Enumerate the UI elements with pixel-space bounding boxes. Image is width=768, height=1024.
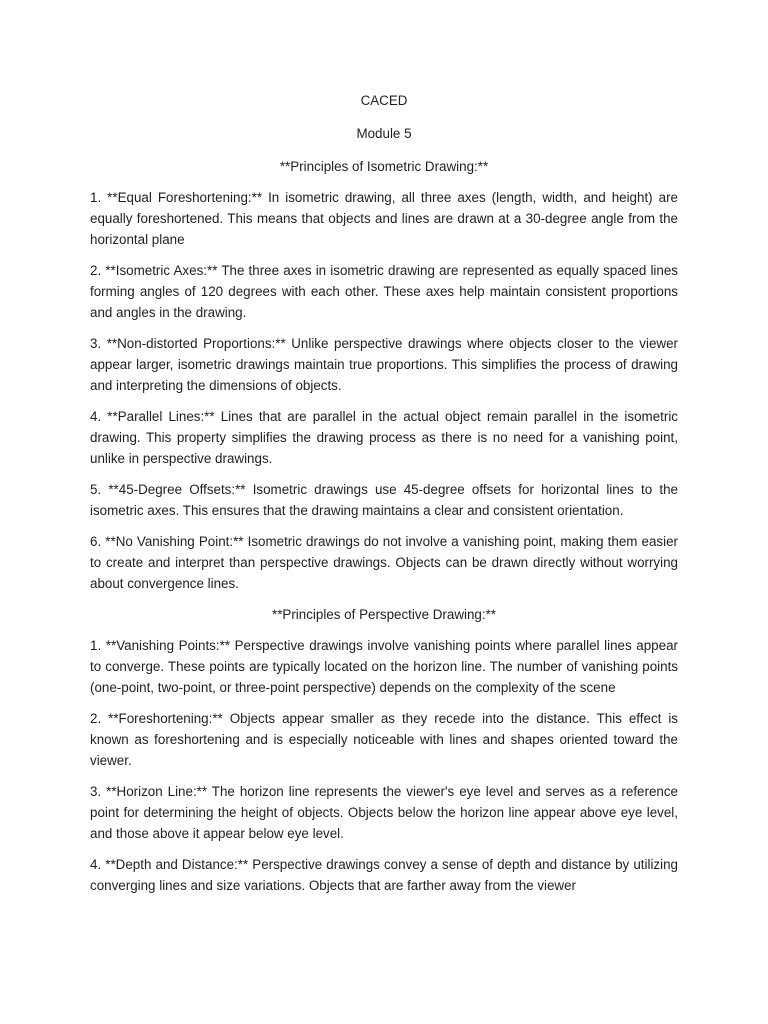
isometric-item-1: 1. **Equal Foreshortening:** In isometric drawing, all three axes (length, width, and height) are equally foreshortened. This means that objects and lines are drawn at a 30-degree angle from the horizontal plane [90, 190, 678, 247]
perspective-item-2: 2. **Foreshortening:** Objects appear smaller as they recede into the distance. This effect is known as foreshortening and is especially noticeable with lines and shapes oriented toward the viewer. [90, 711, 678, 768]
isometric-item-6: 6. **No Vanishing Point:** Isometric drawings do not involve a vanishing point, making them easier to create and interpret than perspective drawings. Objects can be drawn directly without worrying about convergence lines. [90, 534, 678, 591]
perspective-heading: **Principles of Perspective Drawing:** [271, 607, 497, 622]
isometric-item-2: 2. **Isometric Axes:** The three axes in isometric drawing are represented as equally spaced lines forming angles of 120 degrees with each other. These axes help maintain consistent proportions and angles in the drawing. [90, 263, 678, 320]
perspective-item-4: 4. **Depth and Distance:** Perspective drawings convey a sense of depth and distance by utilizing converging lines and size variations. Objects that are farther away from the viewer [90, 857, 678, 893]
document-body [90, 90, 678, 906]
document-title: CACED [360, 93, 408, 108]
module-label: Module 5 [356, 126, 412, 141]
perspective-item-3: 3. **Horizon Line:** The horizon line represents the viewer's eye level and serves as a reference point for determining the height of objects. Objects below the horizon line appear above eye level, and those above it appear below eye level. [90, 784, 678, 841]
isometric-heading: **Principles of Isometric Drawing:** [279, 159, 489, 174]
isometric-item-3: 3. **Non-distorted Proportions:** Unlike perspective drawings where objects closer to the viewer appear larger, isometric drawings maintain true proportions. This simplifies the process of drawing and interpreting the dimensions of objects. [90, 336, 678, 393]
perspective-item-1: 1. **Vanishing Points:** Perspective drawings involve vanishing points where parallel lines appear to converge. These points are typically located on the horizon line. The number of vanishing points (one-point, two-point, or three-point perspective) depends on the complexity of the scene [90, 638, 678, 695]
isometric-item-5: 5. **45-Degree Offsets:** Isometric drawings use 45-degree offsets for horizontal lines to the isometric axes. This ensures that the drawing maintains a clear and consistent orientation. [90, 482, 678, 518]
isometric-item-4: 4. **Parallel Lines:** Lines that are parallel in the actual object remain parallel in the isometric drawing. This property simplifies the drawing process as there is no need for a vanishing point, unlike in perspective drawings. [90, 409, 678, 466]
